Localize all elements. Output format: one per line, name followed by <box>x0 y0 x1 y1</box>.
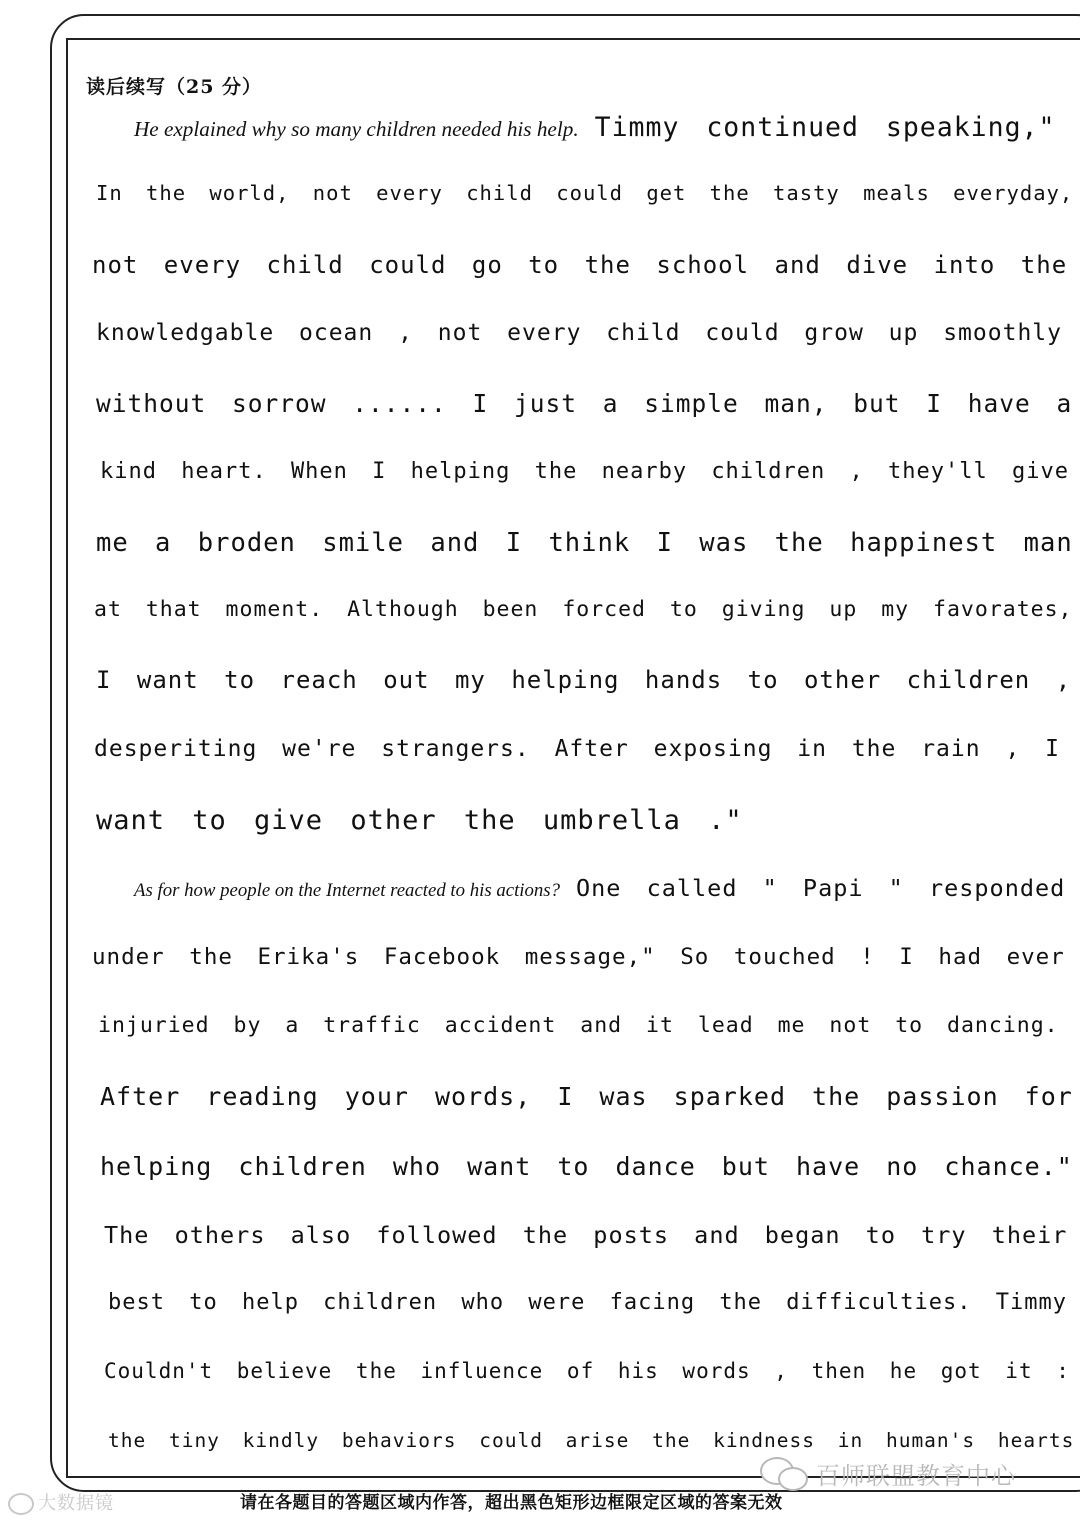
continuation-prompt: He explained why so many children needed his help. <box>134 117 579 141</box>
watermark-right <box>760 1456 1016 1491</box>
handwritten-text: kind heart. When I helping the nearby children , they'll give <box>100 458 1069 484</box>
essay-line <box>100 1082 1073 1111</box>
essay-line <box>104 1221 1067 1249</box>
essay-line <box>96 389 1072 418</box>
handwritten-text: injuried by a traffic accident and it lead me not to dancing. <box>98 1012 1059 1038</box>
essay-line <box>96 320 1062 346</box>
essay-line <box>92 944 1065 970</box>
essay-line <box>134 112 1055 143</box>
handwritten-text: Couldn't believe the influence of his words , then he got it : <box>104 1359 1070 1384</box>
essay-line <box>96 528 1073 558</box>
essay-line <box>96 181 1073 205</box>
handwritten-text: me a broden smile and I think I was the happinest man <box>96 527 1073 558</box>
essay-line <box>100 1152 1073 1181</box>
essay-line <box>100 459 1069 484</box>
handwritten-text: best to help children who were facing the difficulties. Timmy <box>108 1290 1067 1316</box>
continuation-prompt: As for how people on the Internet reacted to his actions? <box>134 880 560 902</box>
handwritten-text: not every child could go to the school and dive into the <box>92 250 1068 279</box>
handwritten-text: without sorrow ...... I just a simple man, but I have a <box>96 389 1073 419</box>
handwritten-text: One called " Papi " responded <box>576 874 1066 903</box>
watermark-right-text: 百师联盟教育中心 <box>816 1462 1016 1490</box>
handwritten-text: I want to reach out my helping hands to other children , <box>96 666 1072 695</box>
handwritten-text: the tiny kindly behaviors could arise the kindness in human's hearts <box>108 1428 1075 1452</box>
essay-line <box>94 597 1072 622</box>
essay-line <box>134 874 1065 902</box>
handwritten-text: Timmy continued speaking," <box>594 112 1056 143</box>
watermark-left-text: 大数据镜 <box>38 1493 114 1514</box>
watermark-left <box>8 1489 114 1515</box>
essay-line <box>94 736 1060 762</box>
essay-line <box>108 1429 1074 1452</box>
essay-line <box>108 1290 1067 1315</box>
handwritten-text: The others also followed the posts and began to try their <box>104 1220 1068 1249</box>
handwritten-text: at that moment. Although been forced to giving up my favorates, <box>94 597 1073 623</box>
section-title: 读后续写（25 分） <box>86 76 263 98</box>
handwritten-text: under the Erika's Facebook message," So touched ! I had ever <box>92 943 1065 970</box>
handwritten-text: helping children who want to dance but have no chance." <box>100 1151 1073 1181</box>
handwritten-text: In the world, not every child could get the tasty meals everyday, <box>96 181 1074 206</box>
essay-line <box>104 1359 1070 1383</box>
handwritten-text: want to give other the umbrella ." <box>96 805 743 836</box>
handwritten-text: desperiting we're strangers. After exposing in the rain , I <box>94 735 1060 762</box>
wechat-icon <box>760 1457 808 1491</box>
footer-instruction: 请在各题目的答题区域内作答，超出黑色矩形边框限定区域的答案无效 <box>240 1493 783 1513</box>
essay-line <box>92 251 1067 279</box>
handwritten-text: knowledgable ocean , not every child could grow up smoothly <box>96 319 1062 346</box>
essay-line <box>98 1013 1059 1038</box>
weibo-icon <box>8 1493 34 1515</box>
essay-line <box>96 805 743 836</box>
essay-line <box>96 666 1071 694</box>
handwritten-text: After reading your words, I was sparked the passion for <box>100 1082 1073 1112</box>
